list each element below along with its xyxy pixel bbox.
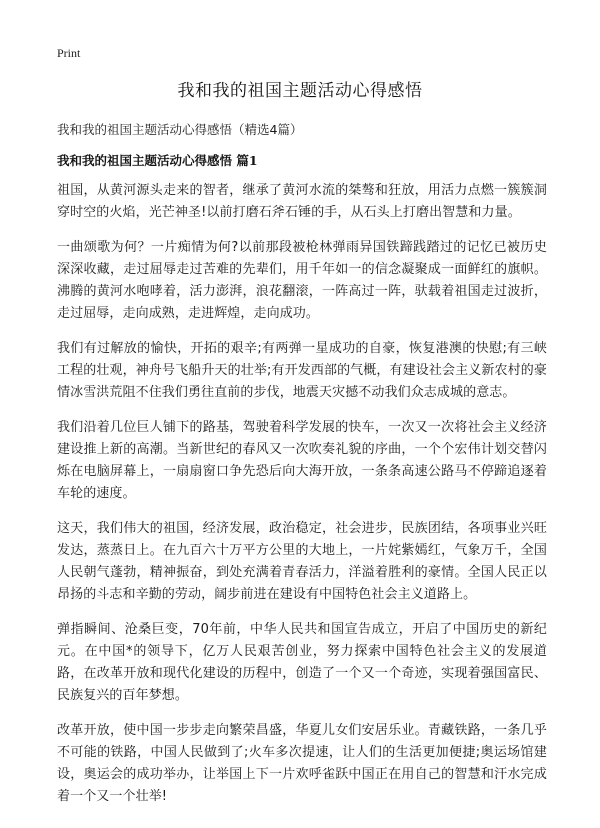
paragraph: 我们沿着几位巨人铺下的路基，驾驶着科学发展的快车，一次又一次将社会主义经济建设推上新的高潮。当新世纪的春风又一次吹奏礼貌的序曲，一个个宏伟计划交替闪烁在电脑屏幕上，一扇扇窗口争先恐后向大海开放，一条条高速公路马不停蹄追逐着车轮的速度。 (57, 420, 547, 501)
paragraph: 弹指瞬间、沧桑巨变，70年前，中华人民共和国宣告成立，开启了中国历史的新纪元。在中国*的领导下，亿万人民艰苦创业，努力探索中国特色社会主义的发展道路，在改革开放和现代化建设的历程中，创造了一个又一个奇迹，实现着强国富民、民族复兴的百年梦想。 (57, 622, 547, 703)
document-subtitle: 我和我的祖国主题活动心得感悟（精选4篇） (57, 122, 303, 137)
article-body (57, 180, 547, 821)
print-link[interactable]: Print (57, 46, 81, 60)
section-heading: 我和我的祖国主题活动心得感悟 篇1 (57, 153, 258, 168)
paragraph: 这天，我们伟大的祖国，经济发展，政治稳定，社会进步，民族团结，各项事业兴旺发达，蒸蒸日上。在九百六十万平方公里的大地上，一片姹紫嫣红，气象万千，全国人民朝气蓬勃，精神振奋，到处充满着青春活力，洋溢着胜利的豪情。全国人民正以昂扬的斗志和辛勤的劳动，阔步前进在建设有中国特色社会主义道路上。 (57, 521, 547, 602)
paragraph: 祖国，从黄河源头走来的智者，继承了黄河水流的桀骜和狂放，用活力点燃一簇簇洞穿时空的火焰，光芒神圣!以前打磨石斧石锤的手，从石头上打磨出智慧和力量。 (57, 183, 547, 220)
page-title: 我和我的祖国主题活动心得感悟 (177, 81, 423, 101)
paragraph: 改革开放，使中国一步步走向繁荣昌盛，华夏儿女们安居乐业。青藏铁路，一条几乎不可能的铁路，中国人民做到了;火车多次提速，让人们的生活更加便捷;奥运场馆建设，奥运会的成功举办，让举国上下一片欢呼雀跃中国正在用自己的智慧和汗水完成着一个又一个壮举! (57, 723, 547, 804)
paragraph: 我们有过解放的愉快，开拓的艰辛;有两弹一星成功的自豪，恢复港澳的快慰;有三峡工程的壮观，神舟号飞船升天的壮举;有开发西部的气概，有建设社会主义新农村的豪情冰雪洪荒阻不住我们勇往直前的步伐，地震天灾撼不动我们众志成城的意志。 (57, 341, 547, 400)
paragraph: 一曲颂歌为何？一片痴情为何?以前那段被枪林弹雨异国铁蹄践踏过的记忆已被历史深深收藏，走过屈辱走过苦难的先辈们，用千年如一的信念凝聚成一面鲜红的旗帜。沸腾的黄河水咆哮着，活力澎湃，浪花翻滚，一阵高过一阵，驮载着祖国走过波折，走过屈辱，走向成熟，走进辉煌，走向成功。 (57, 240, 547, 321)
